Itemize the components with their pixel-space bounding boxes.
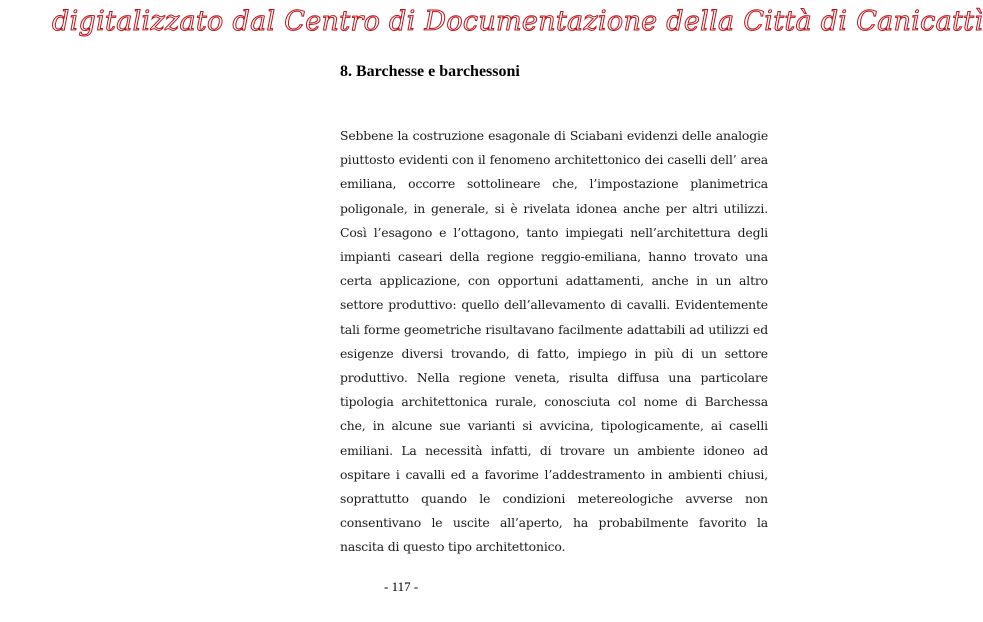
digitization-watermark: digitalizzato dal Centro di Documentazione della Città di Canicattì bbox=[52, 6, 983, 37]
page-number: - 117 - bbox=[384, 579, 419, 594]
section-paragraph: Sebbene la costruzione esagonale di Sciabani evidenzi delle analogie piuttosto evidenti con il fenomeno architettonico dei caselli dell’ area emiliana, occorre sottolineare che, l’impostazione planimetrica poligonale, in generale, si è rivelata idonea anche per altri utilizzi. Così l’esagono e l’ottagono, tanto impiegati nell’architettura degli impianti caseari della regione reggio-emiliana, hanno trovato una certa applicazione, con opportuni adattamenti, anche in un altro settore produttivo: quello dell’allevamento di cavalli. Evidentemente tali forme geometriche risultavano facilmente adattabili ad utilizzi ed esigenze diversi trovando, di fatto, impiego in più di un settore produttivo. Nella regione veneta, risulta diffusa una particolare tipologia architettonica rurale, conosciuta col nome di Barchessa che, in alcune sue varianti si avvicina, tipologicamente, ai caselli emiliani. La necessità infatti, di trovare un ambiente idoneo ad ospitare i cavalli ed a favorime l’addestramento in ambienti chiusi, soprattutto quando le condizioni metereologiche avverse non consentivano le uscite all’aperto, ha probabilmente favorito la nascita di questo tipo architettonico. bbox=[340, 128, 768, 555]
section-heading: 8. Barchesse e barchessoni bbox=[340, 63, 520, 80]
